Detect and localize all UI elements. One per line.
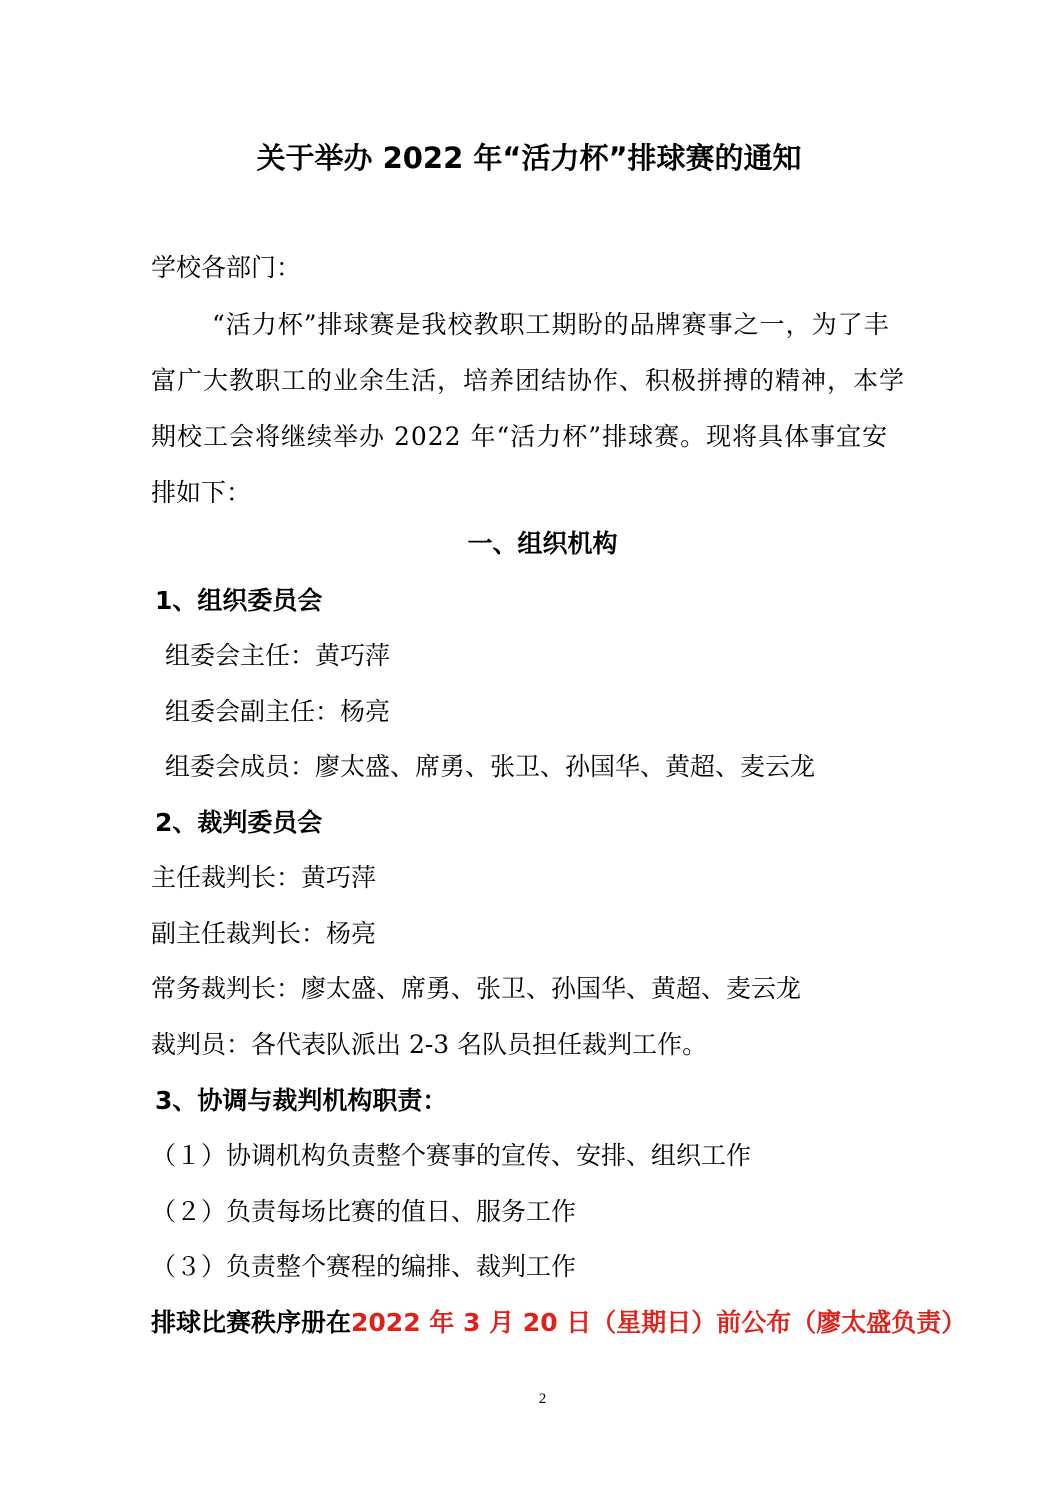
org-committee-heading: 1、组织委员会 — [155, 586, 323, 615]
intro-line-3: 期校工会将继续举办 2022 年“活力杯”排球赛。现将具体事宜安 — [151, 422, 889, 451]
duty-item-2: （２）负责每场比赛的值日、服务工作 — [151, 1197, 577, 1226]
org-committee-deputy: 组委会副主任：杨亮 — [165, 697, 391, 726]
page-title: 关于举办 2022 年“活力杯”排球赛的通知 — [256, 141, 802, 175]
referee-executive: 常务裁判长：廖太盛、席勇、张卫、孙国华、黄超、麦云龙 — [151, 974, 802, 1003]
salutation: 学校各部门： — [151, 253, 302, 282]
org-committee-members: 组委会成员：廖太盛、席勇、张卫、孙国华、黄超、麦云龙 — [165, 752, 816, 781]
intro-line-4: 排如下： — [151, 478, 252, 507]
schedule-notice — [151, 1308, 966, 1338]
intro-line-2: 富广大教职工的业余生活，培养团结协作、积极拼搏的精神，本学 — [151, 366, 906, 395]
referee-deputy-chief: 副主任裁判长：杨亮 — [151, 919, 377, 948]
intro-line-1: “活力杯”排球赛是我校教职工期盼的品牌赛事之一，为了丰 — [212, 310, 890, 339]
section-heading-organization: 一、组织机构 — [467, 529, 618, 558]
page-number: 2 — [538, 1391, 547, 1407]
duty-item-3: （３）负责整个赛程的编排、裁判工作 — [151, 1252, 577, 1281]
duties-heading: 3、协调与裁判机构职责： — [155, 1086, 448, 1115]
org-committee-director: 组委会主任：黄巧萍 — [165, 641, 391, 670]
referee-members: 裁判员：各代表队派出 2-3 名队员担任裁判工作。 — [151, 1030, 708, 1059]
duty-item-1: （１）协调机构负责整个赛事的宣传、安排、组织工作 — [151, 1141, 752, 1170]
schedule-notice-date: 2022 年 3 月 20 日（星期日）前公布（廖太盛负责） — [351, 1308, 967, 1337]
schedule-notice-prefix: 排球比赛秩序册在 — [151, 1308, 352, 1337]
referee-chief: 主任裁判长：黄巧萍 — [151, 863, 377, 892]
referee-committee-heading: 2、裁判委员会 — [155, 808, 323, 837]
